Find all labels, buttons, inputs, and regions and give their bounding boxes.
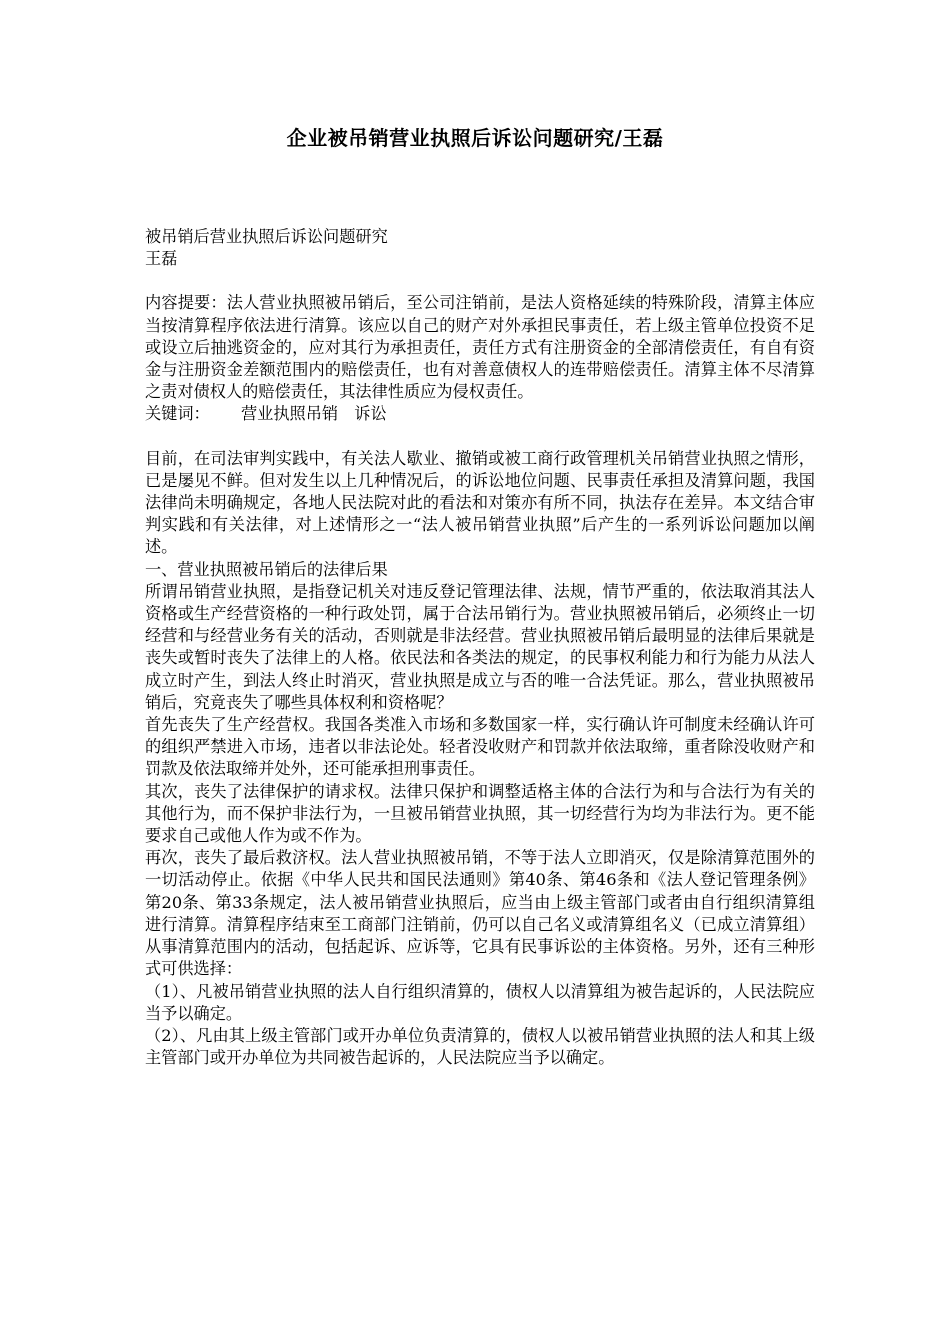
- paragraph-intro: 目前，在司法审判实践中，有关法人歇业、撤销或被工商行政管理机关吊销营业执照之情形，已是屡见不鲜。但对发生以上几种情况后，的诉讼地位问题、民事责任承担及清算问题，我国法律尚未明确规定，各地人民法院对此的看法和对策亦有所不同，执法存在差异。本文结合审判实践和有关法律，对上述情形之一“法人被吊销营业执照”后产生的一系列诉讼问题加以阐述。: [145, 448, 815, 557]
- author: 王磊: [145, 249, 178, 269]
- paragraph: 首先丧失了生产经营权。我国各类准入市场和多数国家一样，实行确认许可制度未经确认许可的组织严禁进入市场，违者以非法论处。轻者没收财产和罚款并依法取缔，重者除没收财产和罚款及依法取缔并处外，还可能承担刑事责任。: [145, 715, 815, 779]
- subtitle: 被吊销后营业执照后诉讼问题研究: [145, 227, 388, 246]
- paragraph: 再次，丧失了最后救济权。法人营业执照被吊销，不等于法人立即消灭，仅是除清算范围外的一切活动停止。依据《中华人民共和国民法通则》第40条、第46条和《法人登记管理条例》第20条、第33条规定，法人被吊销营业执照后，应当由上级主管部门或者由自行组织清算组进行清算。清算程序结束至工商部门注销前，仍可以自己名义或清算组名义（已成立清算组）从事清算范围内的活动，包括起诉、应诉等，它具有民事诉讼的主体资格。另外，还有三种形式可供选择：: [145, 848, 815, 979]
- paragraph: 其次，丧失了法律保护的请求权。法律只保护和调整适格主体的合法行为和与合法行为有关的其他行为，而不保护非法行为，一旦被吊销营业执照，其一切经营行为均为非法行为。更不能要求自己或他人作为或不作为。: [145, 781, 815, 846]
- document-title: 企业被吊销营业执照后诉讼问题研究/王磊: [286, 126, 664, 150]
- keywords: 营业执照吊销 诉讼: [241, 404, 387, 424]
- keywords-label: 关键词：: [145, 404, 210, 424]
- list-item: （2）、凡由其上级主管部门或开办单位负责清算的，债权人以被吊销营业执照的法人和其上级主管部门或开办单位为共同被告起诉的，人民法院应当予以确定。: [145, 1025, 815, 1068]
- spacer: [145, 270, 815, 292]
- section-heading: 一、营业执照被吊销后的法律后果: [145, 559, 388, 579]
- list-item: （1）、凡被吊销营业执照的法人自行组织清算的，债权人以清算组为被告起诉的，人民法院应当予以确定。: [145, 981, 815, 1023]
- keywords-line: [145, 403, 815, 425]
- spacer: [145, 426, 815, 448]
- document-body: [145, 226, 815, 1069]
- abstract: 内容提要：法人营业执照被吊销后，至公司注销前，是法人资格延续的特殊阶段，清算主体应当按清算程序依法进行清算。该应以自己的财产对外承担民事责任，若上级主管单位投资不足或设立后抽逃资金的，应对其行为承担责任，责任方式有注册资金的全部清偿责任，有自有资金与注册资金差额范围内的赔偿责任，也有对善意债权人的连带赔偿责任。清算主体不尽清算之责对债权人的赔偿责任，其法律性质应为侵权责任。: [145, 293, 815, 402]
- paragraph: 所谓吊销营业执照，是指登记机关对违反登记管理法律、法规，情节严重的，依法取消其法人资格或生产经营资格的一种行政处罚，属于合法吊销行为。营业执照被吊销后，必须终止一切经营和与经营业务有关的活动，否则就是非法经营。营业执照被吊销后最明显的法律后果就是丧失或暂时丧失了法律上的人格。依民法和各类法的规定，的民事权利能力和行为能力从法人成立时产生，到法人终止时消灭，营业执照是成立与否的唯一合法凭证。那么，营业执照被吊销后，究竟丧失了哪些具体权利和资格呢？: [145, 581, 815, 712]
